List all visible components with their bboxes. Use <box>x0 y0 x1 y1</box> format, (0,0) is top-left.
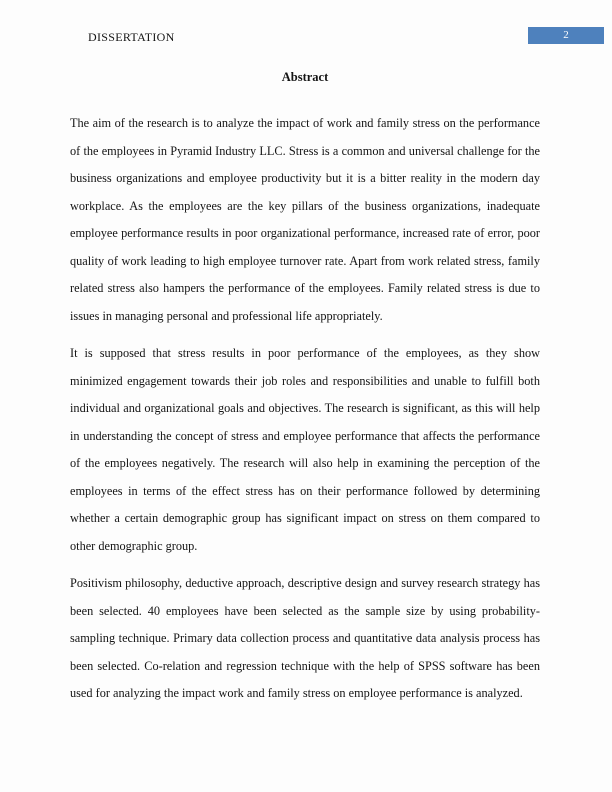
page-number-badge <box>528 27 604 44</box>
abstract-paragraph-1: The aim of the research is to analyze the impact of work and family stress on the performance of the employees in Pyramid Industry LLC. Stress is a common and universal challenge for the business organizations and employee productivity but it is a bitter reality in the modern day workplace. As the employees are the key pillars of the business organizations, inadequate employee performance results in poor organizational performance, increased rate of error, poor quality of work leading to high employee turnover rate. Apart from work related stress, family related stress also hampers the performance of the employees. Family related stress is due to issues in managing personal and professional life appropriately. <box>70 116 540 323</box>
abstract-paragraph-2: It is supposed that stress results in poor performance of the employees, as they show minimized engagement towards their job roles and responsibilities and unable to fulfill both individual and organizational goals and objectives. The research is significant, as this will help in understanding the concept of stress and employee performance that affects the performance of the employees negatively. The research will also help in examining the perception of the employees in terms of the effect stress has on their performance followed by determining whether a certain demographic group has significant impact on stress on them compared to other demographic group. <box>70 346 540 553</box>
document-body <box>70 70 540 718</box>
running-head: DISSERTATION <box>88 30 175 44</box>
page-number: 2 <box>563 29 569 41</box>
document-title: Abstract <box>281 70 329 84</box>
abstract-paragraph-3: Positivism philosophy, deductive approach, descriptive design and survey research strategy has been selected. 40 employees have been selected as the sample size by using probability-sampling technique. Primary data collection process and quantitative data analysis process has been selected. Co-relation and regression technique with the help of SPSS software has been used for analyzing the impact work and family stress on employee performance is analyzed. <box>70 576 540 700</box>
